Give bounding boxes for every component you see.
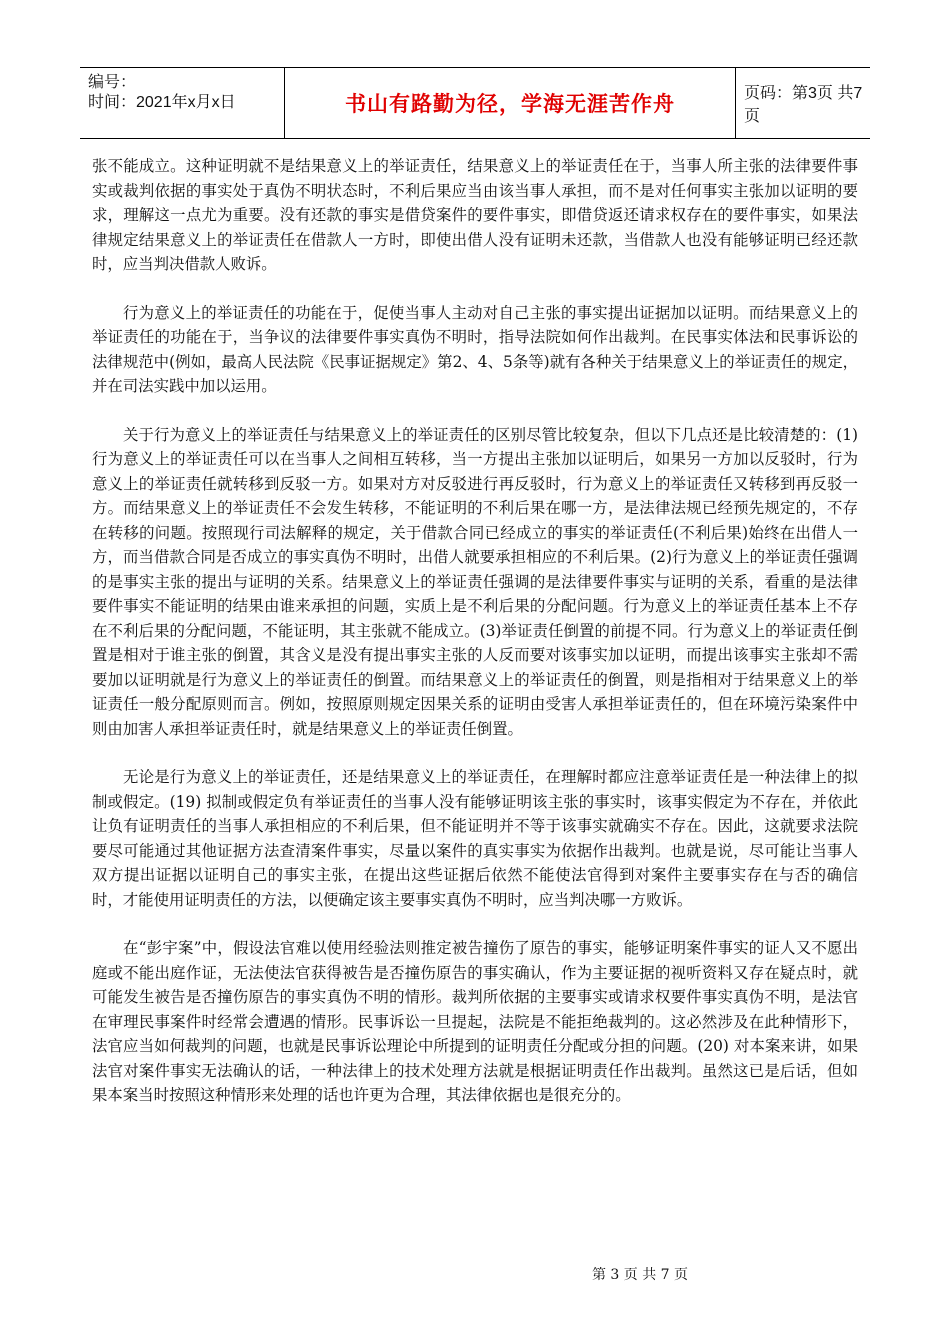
body-paragraph: 在“彭宇案”中，假设法官难以使用经验法则推定被告撞伤了原告的事实，能够证明案件事实的证人又不愿出庭或不能出庭作证，无法使法官获得被告是否撞伤原告的事实确认，作为主要证据的视听资料又存在疑点时，就可能发生被告是否撞伤原告的事实真伪不明的情形。裁判所依据的主要事实或请求权要件事实真伪不明，是法官在审理民事案件时经常会遭遇的情形。民事诉讼一旦提起，法院是不能拒绝裁判的。这必然涉及在此种情形下，法官应当如何裁判的问题，也就是民事诉讼理论中所提到的证明责任分配或分担的问题。(20) 对本案来讲，如果法官对案件事实无法确认的话，一种法律上的技术处理方法就是根据证明责任作出裁判。虽然这已是后话，但如果本案当时按照这种情形来处理的话也许更为合理，其法律依据也是很充分的。 bbox=[92, 939, 858, 1104]
document-date-label: 时间：2021年x月x日 bbox=[88, 94, 236, 111]
document-number-label: 编号： bbox=[88, 74, 137, 91]
footer-page-number: 第 3 页 共 7 页 bbox=[591, 1267, 689, 1283]
body-paragraph: 关于行为意义上的举证责任与结果意义上的举证责任的区别尽管比较复杂，但以下几点还是比较清楚的：(1)行为意义上的举证责任可以在当事人之间相互转移，当一方提出主张加以证明后，如果另一方加以反驳时，行为意义上的举证责任就转移到反驳一方。如果对方对反驳进行再反驳时，行为意义上的举证责任又转移到再反驳一方。而结果意义上的举证责任不会发生转移，不能证明的不利后果在哪一方，是法律法规已经预先规定的，不存在转移的问题。按照现行司法解释的规定，关于借款合同已经成立的事实的举证责任(不利后果)始终在出借人一方，而当借款合同是否成立的事实真伪不明时，出借人就要承担相应的不利后果。(2)行为意义上的举证责任强调的是事实主张的提出与证明的关系。结果意义上的举证责任强调的是法律要件事实与证明的关系，看重的是法律要件事实不能证明的结果由谁来承担的问题，实质上是不利后果的分配问题。行为意义上的举证责任基本上不存在不利后果的分配问题，不能证明，其主张就不能成立。(3)举证责任倒置的前提不同。行为意义上的举证责任倒置是相对于谁主张的倒置，其含义是没有提出事实主张的人反而要对该事实加以证明，而提出该事实主张却不需要加以证明就是行为意义上的举证责任的倒置。而结果意义上的举证责任的倒置，则是指相对于结果意义上的举证责任一般分配原则而言。例如，按照原则规定因果关系的证明由受害人承担举证责任的，但在环境污染案件中则由加害人承担举证责任时，就是结果意义上的举证责任倒置。 bbox=[92, 425, 858, 738]
header-meta bbox=[80, 68, 284, 138]
header-motto: 书山有路勤为径，学海无涯苦作舟 bbox=[345, 92, 675, 116]
header-page-cell bbox=[736, 68, 870, 138]
document-body bbox=[92, 154, 858, 1132]
body-paragraph: 张不能成立。这种证明就不是结果意义上的举证责任，结果意义上的举证责任在于，当事人所主张的法律要件事实或裁判依据的事实处于真伪不明状态时，不利后果应当由该当事人承担，而不是对任何事实主张加以证明的要求，理解这一点尤为重要。没有还款的事实是借贷案件的要件事实，即借贷返还请求权存在的要件事实，如果法律规定结果意义上的举证责任在借款人一方时，即使出借人没有证明未还款，当借款人也没有能够证明已经还款时，应当判决借款人败诉。 bbox=[92, 157, 858, 273]
body-paragraph: 无论是行为意义上的举证责任，还是结果意义上的举证责任，在理解时都应注意举证责任是一种法律上的拟制或假定。(19) 拟制或假定负有举证责任的当事人没有能够证明该主张的事实时，该事实假定为不存在，并依此让负有证明责任的当事人承担相应的不利后果，但不能证明并不等于该事实就确实不存在。因此，这就要求法院要尽可能通过其他证据方法查清案件事实，尽量以案件的真实事实为依据作出裁判。也就是说，尽可能让当事人双方提出证据以证明自己的事实主张，在提出这些证据后依然不能使法官得到对案件主要事实存在与否的确信时，才能使用证明责任的方法，以便确定该主要事实真伪不明时，应当判决哪一方败诉。 bbox=[92, 768, 858, 909]
header-motto-cell bbox=[284, 68, 736, 138]
body-paragraph: 行为意义上的举证责任的功能在于，促使当事人主动对自己主张的事实提出证据加以证明。而结果意义上的举证责任的功能在于，当争议的法律要件事实真伪不明时，指导法院如何作出裁判。在民事实体法和民事诉讼的法律规范中(例如，最高人民法院《民事证据规定》第2、4、5条等)就有各种关于结果意义上的举证责任的规定，并在司法实践中加以运用。 bbox=[92, 303, 858, 395]
header-page-number: 页码：第3页 共7页 bbox=[744, 85, 863, 125]
page-footer bbox=[0, 1264, 950, 1284]
page-header bbox=[80, 67, 870, 139]
